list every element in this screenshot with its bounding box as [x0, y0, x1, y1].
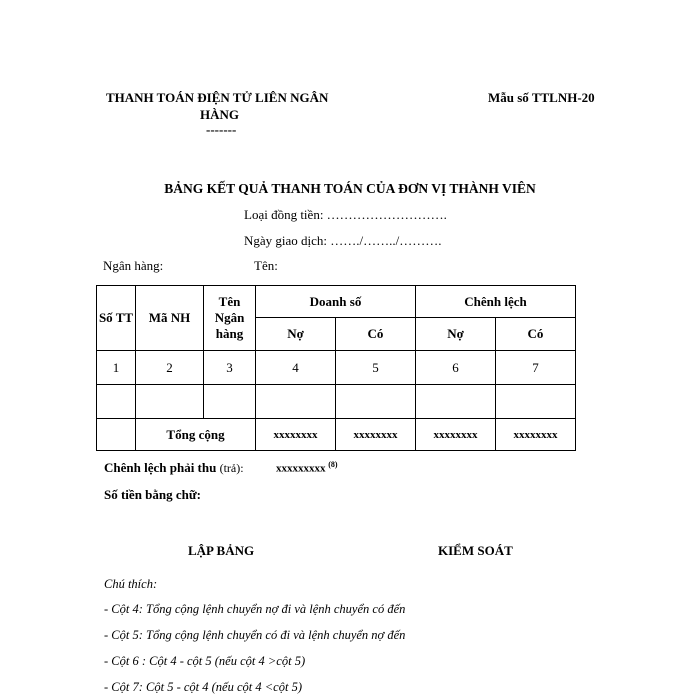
table-row [97, 351, 576, 385]
col-number: 3 [204, 351, 256, 385]
transaction-date-line: Ngày giao dịch: ……./……../………. [244, 233, 442, 248]
prepared-by-label: LẬP BẢNG [188, 543, 255, 558]
empty-cell [136, 385, 204, 419]
empty-cell [97, 385, 136, 419]
col-header-ten-nh: Tên Ngân hàng [204, 286, 256, 351]
col-number: 4 [256, 351, 336, 385]
issuer-line-1: THANH TOÁN ĐIỆN TỬ LIÊN NGÂN [106, 90, 329, 105]
amount-in-words: Số tiền bằng chữ: [104, 487, 202, 502]
note-item: - Cột 4: Tổng cộng lệnh chuyển nợ đi và lệnh chuyển có đến [104, 602, 406, 616]
name-label: Tên: [254, 258, 278, 273]
table-row [97, 385, 576, 419]
total-label: Tổng cộng [136, 419, 256, 451]
col-header-doanh-so-co: Có [336, 318, 416, 351]
col-header-doanh-so-no: Nợ [256, 318, 336, 351]
results-table [96, 285, 576, 451]
note-item: - Cột 6 : Cột 4 - cột 5 (nếu cột 4 >cột 5) [104, 654, 306, 668]
bank-label: Ngân hàng: [103, 258, 164, 273]
empty-cell [336, 385, 416, 419]
group-header-doanh-so: Doanh số [256, 286, 416, 318]
total-value: xxxxxxxx [256, 419, 336, 451]
controlled-by-label: KIỂM SOÁT [438, 543, 513, 558]
receivable-suffix: (trả): [219, 461, 244, 475]
receivable-line [104, 460, 244, 476]
total-value: xxxxxxxx [496, 419, 576, 451]
col-number: 2 [136, 351, 204, 385]
receivable-note-mark: (8) [328, 460, 338, 469]
col-number: 6 [416, 351, 496, 385]
notes-heading: Chú thích: [104, 577, 158, 591]
total-value: xxxxxxxx [416, 419, 496, 451]
empty-cell [416, 385, 496, 419]
total-value: xxxxxxxx [336, 419, 416, 451]
currency-type-line: Loại đồng tiền: ………………………. [244, 207, 447, 222]
receivable-value [276, 460, 338, 475]
issuer-divider: ------- [206, 122, 237, 137]
receivable-label: Chênh lệch phải thu [104, 460, 217, 475]
document-title: BẢNG KẾT QUẢ THANH TOÁN CỦA ĐƠN VỊ THÀNH VIÊN [164, 181, 536, 196]
group-header-chenh-lech: Chênh lệch [416, 286, 576, 318]
col-number: 5 [336, 351, 416, 385]
total-row [97, 419, 576, 451]
empty-cell [204, 385, 256, 419]
note-item: - Cột 5: Tổng cộng lệnh chuyển có đi và lệnh chuyển nợ đến [104, 628, 406, 642]
col-header-chenh-lech-co: Có [496, 318, 576, 351]
col-number: 7 [496, 351, 576, 385]
empty-cell [97, 419, 136, 451]
form-number: Mẫu số TTLNH-20 [488, 90, 595, 105]
col-header-ma-nh: Mã NH [136, 286, 204, 351]
note-item: - Cột 7: Cột 5 - cột 4 (nếu cột 4 <cột 5) [104, 680, 302, 694]
receivable-amount: xxxxxxxxx [276, 462, 326, 475]
col-header-stt: Số TT [97, 286, 136, 351]
issuer-line-2: HÀNG [200, 107, 239, 122]
issuer-header [106, 89, 356, 137]
col-number: 1 [97, 351, 136, 385]
empty-cell [256, 385, 336, 419]
col-header-chenh-lech-no: Nợ [416, 318, 496, 351]
empty-cell [496, 385, 576, 419]
